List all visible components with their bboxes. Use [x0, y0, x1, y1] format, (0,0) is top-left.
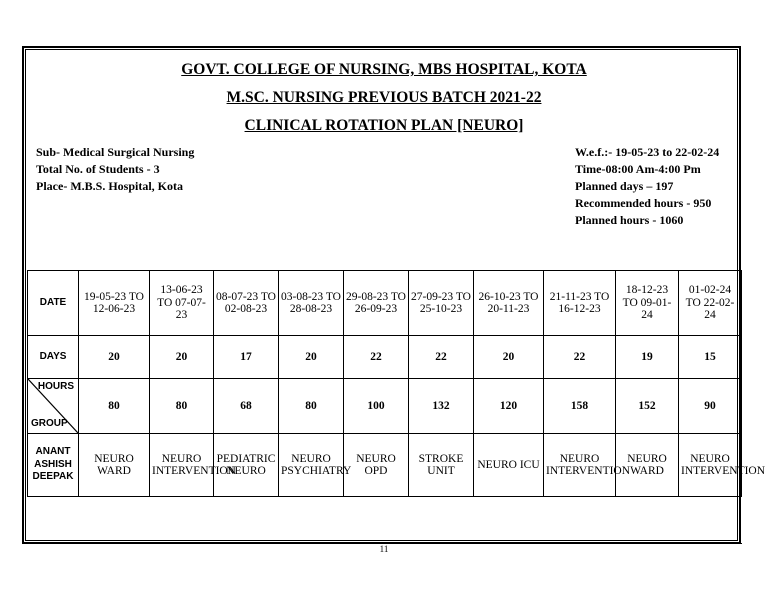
- rotation-table: [27, 270, 766, 544]
- date-range-cell: 29-08-23 TO 26-09-23: [344, 271, 409, 336]
- days-cell: 20: [150, 336, 214, 379]
- wef-text: W.e.f.:- 19-05-23 to 22-02-24: [575, 145, 720, 159]
- date-row: [28, 271, 742, 336]
- clinical-area-cell: NEURO INTERVENTION: [150, 434, 214, 497]
- days-cell: 15: [679, 336, 742, 379]
- days-cell: 20: [79, 336, 150, 379]
- days-row: [28, 336, 742, 379]
- date-range-cell: 27-09-23 TO 25-10-23: [409, 271, 474, 336]
- group-label: GROUP: [31, 417, 68, 429]
- planned-hours-text: Planned hours - 1060: [575, 213, 684, 227]
- hours-label: HOURS: [37, 381, 74, 392]
- days-cell: 19: [616, 336, 679, 379]
- planned-days-text: Planned days – 197: [575, 179, 674, 193]
- info-left: [36, 144, 194, 195]
- empty-cell: [28, 497, 742, 544]
- subject-text: Sub- Medical Surgical Nursing: [36, 145, 195, 159]
- info-right: [575, 144, 719, 229]
- place-text: Place- M.B.S. Hospital, Kota: [36, 179, 183, 193]
- date-range-cell: 08-07-23 TO 02-08-23: [214, 271, 279, 336]
- hours-cell: 152: [616, 379, 679, 434]
- clinical-area-cell: NEURO INTERVENTION: [544, 434, 616, 497]
- date-range-cell: 18-12-23 TO 09-01-24: [616, 271, 679, 336]
- clinical-area-cell: NEURO OPD: [344, 434, 409, 497]
- hours-cell: 100: [344, 379, 409, 434]
- hours-cell: 158: [544, 379, 616, 434]
- student-name: DEEPAK: [32, 471, 74, 483]
- hours-cell: 90: [679, 379, 742, 434]
- date-range-cell: 19-05-23 TO 12-06-23: [79, 271, 150, 336]
- college-title: GOVT. COLLEGE OF NURSING, MBS HOSPITAL, KOTA: [181, 61, 587, 78]
- clinical-area-cell: STROKE UNIT: [409, 434, 474, 497]
- hours-cell: 80: [79, 379, 150, 434]
- days-cell: 22: [344, 336, 409, 379]
- time-text: Time-08:00 Am-4:00 Pm: [575, 162, 701, 176]
- student-name: ANANT: [35, 446, 71, 458]
- student-names: [28, 434, 79, 497]
- hours-cell: 68: [214, 379, 279, 434]
- page-number: 11: [379, 544, 389, 554]
- group-row: [28, 434, 742, 497]
- days-cell: 17: [214, 336, 279, 379]
- days-cell: 22: [409, 336, 474, 379]
- hours-cell: 80: [279, 379, 344, 434]
- days-cell: 22: [544, 336, 616, 379]
- student-name: ASHISH: [34, 458, 72, 470]
- days-cell: 20: [474, 336, 544, 379]
- clinical-area-cell: PEDIATRIC NEURO: [214, 434, 279, 497]
- hours-cell: 120: [474, 379, 544, 434]
- days-cell: 20: [279, 336, 344, 379]
- date-range-cell: 21-11-23 TO 16-12-23: [544, 271, 616, 336]
- hours-group-header: [28, 379, 79, 434]
- date-range-cell: 03-08-23 TO 28-08-23: [279, 271, 344, 336]
- empty-row: [28, 497, 742, 544]
- clinical-area-cell: NEURO PSYCHIATRY: [279, 434, 344, 497]
- recommended-hours-text: Recommended hours - 950: [575, 196, 712, 210]
- clinical-area-cell: NEURO INTERVENTION: [679, 434, 742, 497]
- clinical-area-cell: NEURO ICU: [474, 434, 544, 497]
- days-label: DAYS: [28, 336, 79, 379]
- clinical-area-cell: NEURO WARD: [616, 434, 679, 497]
- date-label: DATE: [28, 271, 79, 336]
- date-range-cell: 13-06-23 TO 07-07-23: [150, 271, 214, 336]
- date-range-cell: 26-10-23 TO 20-11-23: [474, 271, 544, 336]
- hours-cell: 132: [409, 379, 474, 434]
- plan-title: CLINICAL ROTATION PLAN [NEURO]: [244, 117, 524, 134]
- hours-row: [28, 379, 742, 434]
- hours-cell: 80: [150, 379, 214, 434]
- batch-title: M.SC. NURSING PREVIOUS BATCH 2021-22: [226, 89, 542, 106]
- students-count-text: Total No. of Students - 3: [36, 162, 160, 176]
- date-range-cell: 01-02-24 TO 22-02-24: [679, 271, 742, 336]
- clinical-area-cell: NEURO WARD: [79, 434, 150, 497]
